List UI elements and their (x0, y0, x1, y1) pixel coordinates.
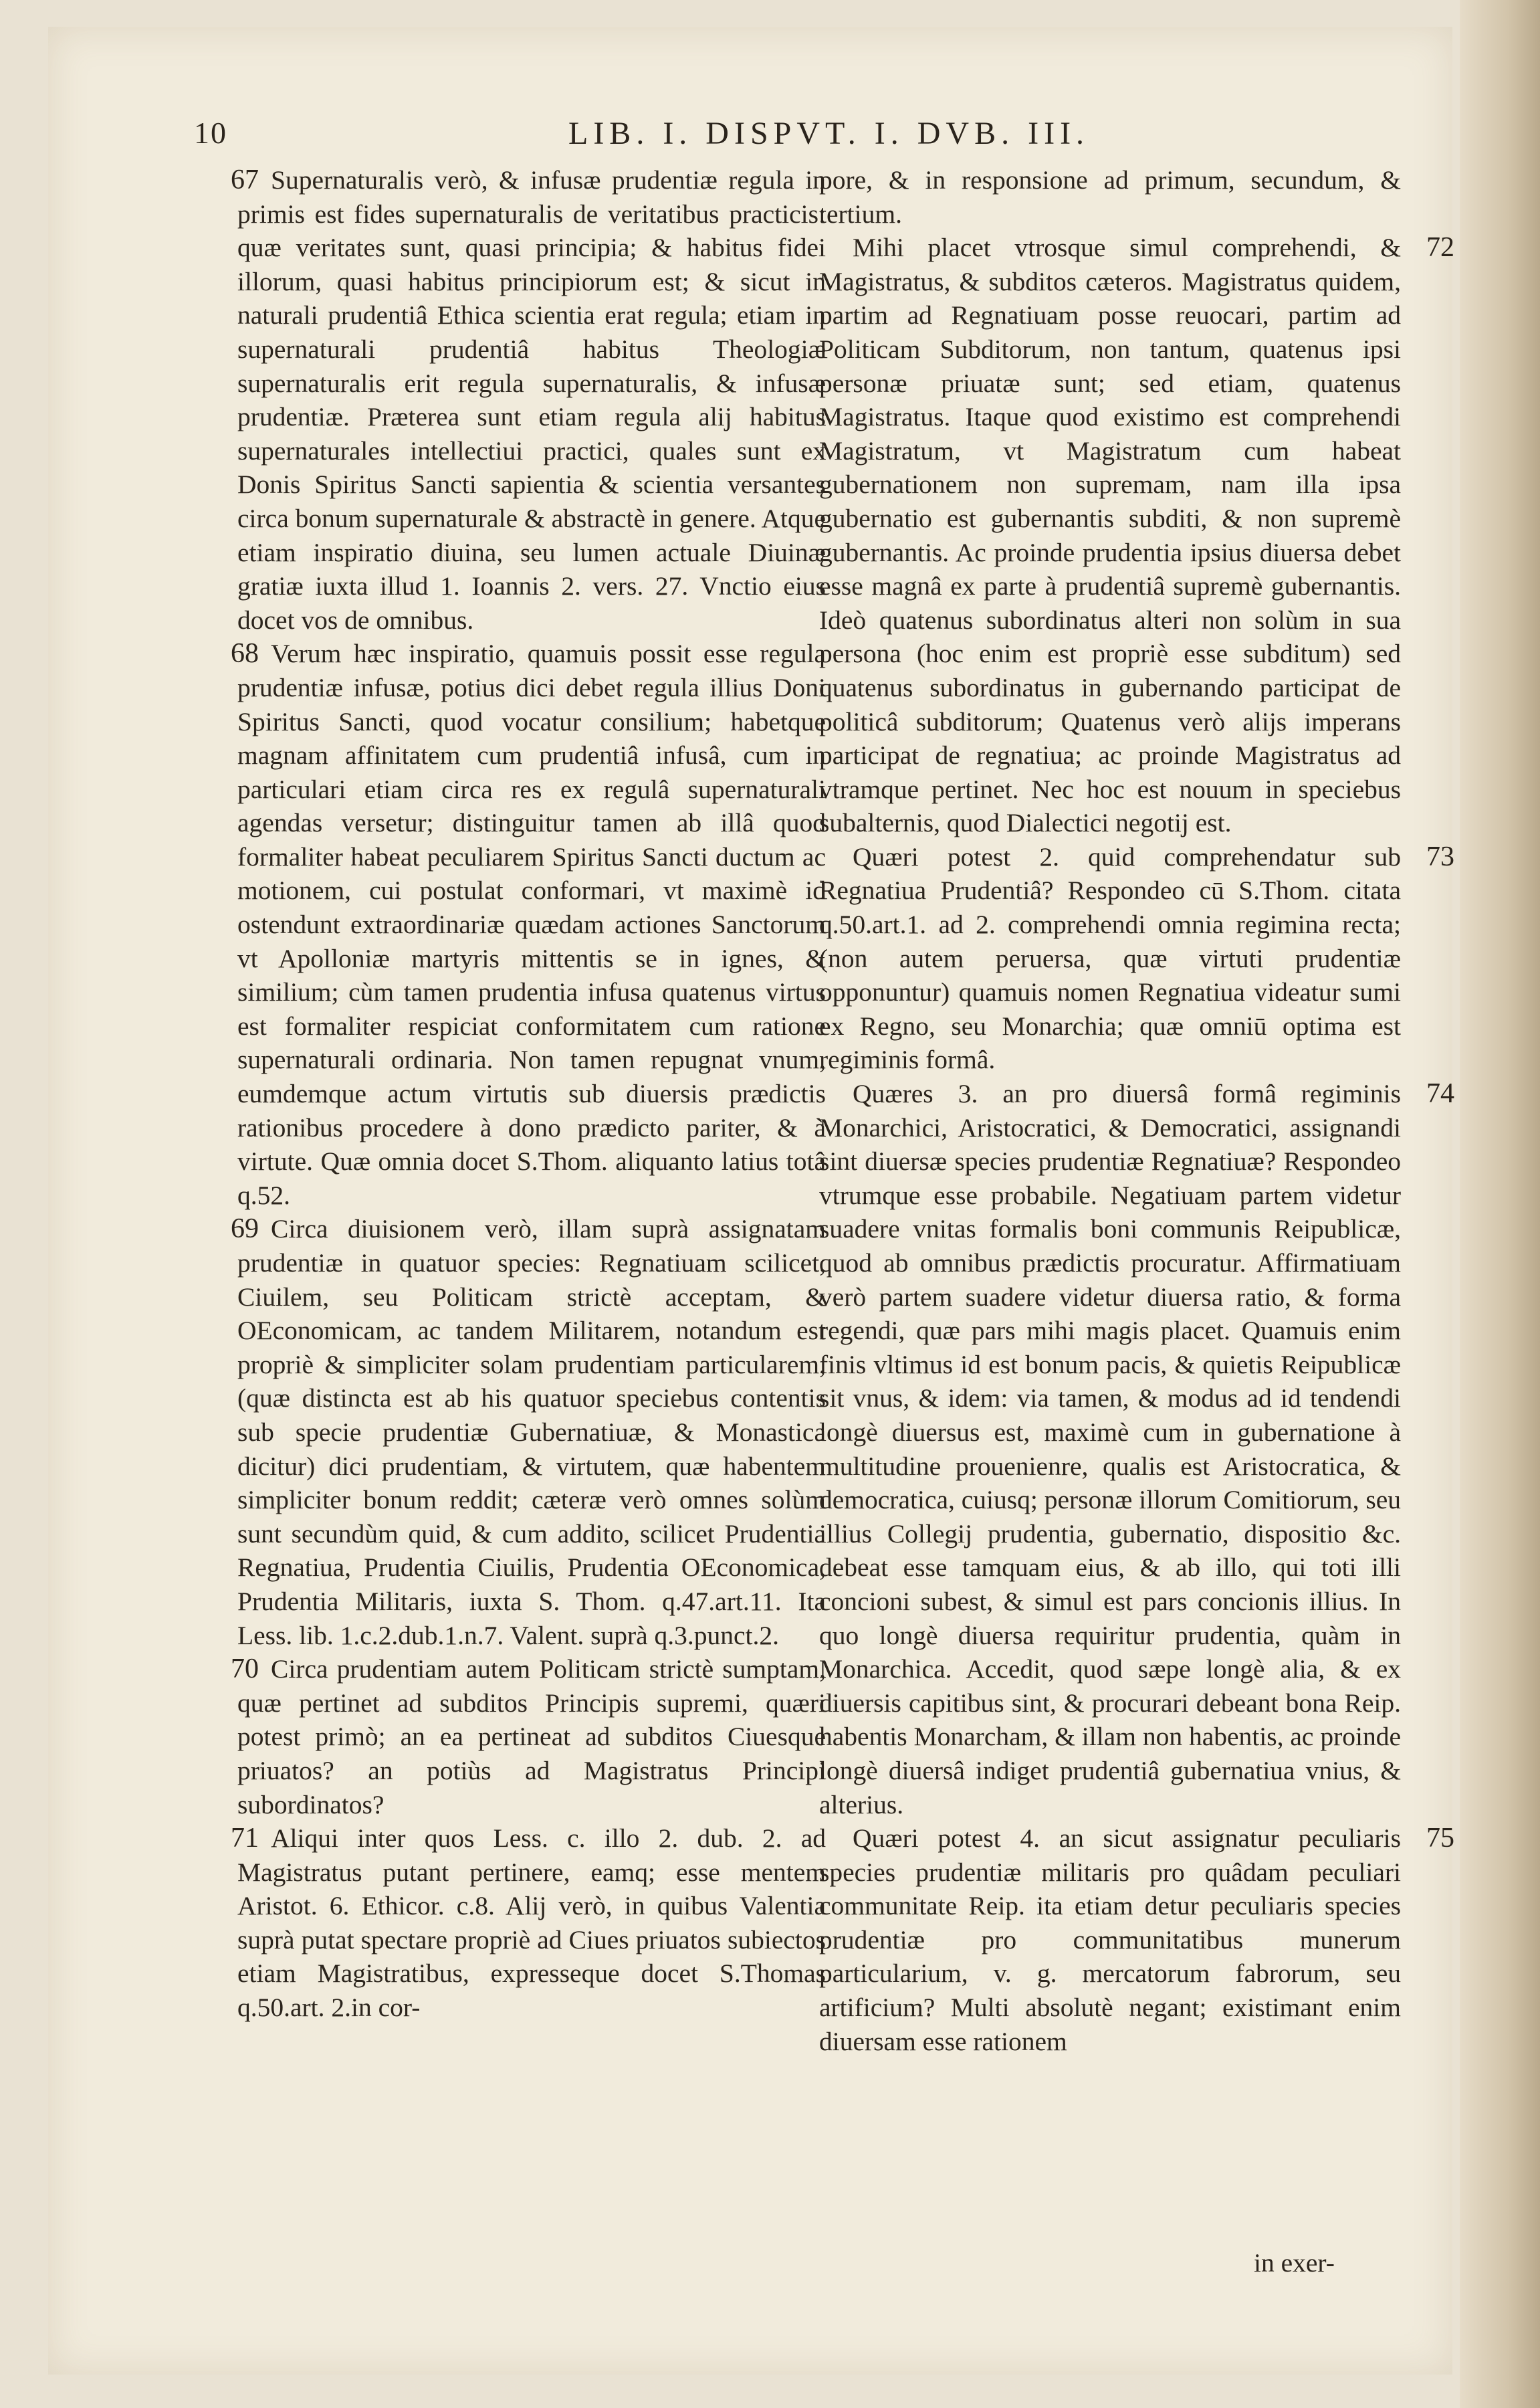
catchword: in exer- (1254, 2248, 1335, 2278)
page-number: 10 (194, 116, 227, 150)
paragraph (231, 1821, 826, 2025)
paragraph (231, 163, 826, 637)
running-head: LIB. I. DISPVT. I. DVB. III. (568, 116, 1090, 151)
paragraph-text: Circa diuisionem verò, illam suprà assignatam prudentiæ in quatuor species: Regnatiuam scilicet, Ciuilem, seu Politicam strictè acceptam, & OEconomicam, ac tandem Militarem, notandum est propriè & simpliciter solam prudentiam particularem, (quæ distincta est ab his quatuor speciebus contentis sub specie prudentiæ Gubernatiuæ, & Monastica dicitur) dici prudentiam, & virtutem, quæ habentem simpliciter bonum reddit; cæteræ verò omnes solùm sunt secundùm quid, & cum addito, scilicet Prudentia Regnatiua, Prudentia Ciuilis, Prudentia OEconomica, Prudentia Militaris, iuxta S. Thom. q.47.art.11. Ita Less. lib. 1.c.2.dub.1.n.7. Valent. suprà q.3.punct.2. (237, 1214, 826, 1650)
paragraph (231, 637, 826, 1212)
paragraph-number: 71 (231, 1823, 259, 1854)
paragraph-text: Quæres 3. an pro diuersâ formâ regiminis Monarchici, Aristocratici, & Democratici, assignandi sint diuersæ species prudentiæ Regnatiuæ? Respondeo vtrumque esse probabile. Negatiuam partem videtur suadere vnitas formalis boni communis Reipublicæ, quod ab omnibus prædictis procuratur. Affirmatiuam verò partem suadere videtur diuersa ratio, & forma regendi, quæ pars mihi magis placet. Quamuis enim finis vltimus id est bonum pacis, & quietis Reipublicæ sit vnus, & idem: via tamen, & modus ad id tendendi longè diuersus est, maximè cum in gubernatione à multitudine prouenienre, qualis est Aristocratica, & democratica, cuiusq; personæ illorum Comitiorum, seu illius Collegij prudentia, gubernatio, dispositio &c. debeat esse tamquam eius, & ab illo, qui toti illi concioni subest, & simul est pars concionis illius. In quo longè diuersa requiritur prudentia, quàm in Monarchica. Accedit, quod sæpe longè alia, & ex diuersis capitibus sint, & procurari debeant bona Reip. habentis Monarcham, & illam non habentis, ac proinde longè diuersâ indiget prudentiâ gubernatiua vnius, & alterius. (819, 1079, 1401, 1819)
paragraph-number: 67 (231, 165, 259, 195)
paragraph-number: 68 (231, 638, 259, 670)
paragraph-text: Mihi placet vtrosque simul comprehendi, & Magistratus, & subditos cæteros. Magistratus quidem, partim ad Regnatiuam posse reuocari, partim ad Politicam Subditorum, non tantum, quatenus ipsi personæ priuatæ sunt; sed etiam, quatenus Magistratus. Itaque quod existimo est comprehendi Magistratum, vt Magistratum cum habeat gubernationem non supremam, nam illa ipsa gubernatio est gubernantis subditi, & non supremè gubernantis. Ac proinde prudentia ipsius diuersa debet esse magnâ ex parte à prudentiâ supremè gubernantis. Ideò quatenus subordinatus alteri non solùm in sua persona (hoc enim est propriè esse subditum) sed quatenus subordinatus in gubernando participat de politicâ subditorum; Quatenus verò alijs imperans participat de regnatiua; ac proinde Magistratus ad vtramque pertinet. Nec hoc est nouum in speciebus subalternis, quod Dialectici negotij est. (819, 233, 1401, 838)
paragraph-text: Quæri potest 2. quid comprehendatur sub Regnatiua Prudentiâ? Respondeo cū S.Thom. citata q.50.art.1. ad 2. comprehendi omnia regimina recta; (non autem peruersa, quæ virtuti prudentiæ opponuntur) quamuis nomen Regnatiua videatur sumi ex Regno, seu Monarchia; quæ omniū optima est regiminis formâ. (819, 841, 1401, 1075)
paragraph-text: pore, & in responsione ad primum, secundum, & tertium. (819, 165, 1401, 229)
page-edge (1460, 0, 1540, 2408)
paragraph-number: 74 (1426, 1078, 1454, 1110)
page-header (194, 115, 1097, 162)
right-column (819, 163, 1454, 2058)
paragraph-number: 75 (1426, 1823, 1454, 1854)
paragraph-text: Quæri potest 4. an sicut assignatur peculiaris species prudentiæ militaris pro quâdam peculiari communitate Reip. ita etiam detur peculiaris species prudentiæ pro communitatibus munerum particularium, v. g. mercatorum fabrorum, seu artificium? Multi absolutè negant; existimant enim diuersam esse rationem (819, 1823, 1401, 2056)
paragraph-text: Aliqui inter quos Less. c. illo 2. dub. 2. ad Magistratus putant pertinere, eamq; esse mentem Aristot. 6. Ethicor. c.8. Alij verò, in quibus Valentia suprà putat spectare propriè ad Ciues priuatos subiectos etiam Magistratibus, expresseque docet S.Thomas q.50.art. 2.in cor- (237, 1823, 826, 2023)
paragraph (819, 1077, 1454, 1821)
paragraph (231, 1212, 826, 1652)
paragraph (819, 231, 1454, 840)
paragraph-text: Supernaturalis verò, & infusæ prudentiæ regula in primis est fides supernaturalis de veritatibus practicis: quæ veritates sunt, quasi principia; & habitus fidei illorum, quasi habitus principiorum est; & sicut in naturali prudentiâ Ethica scientia erat regula; etiam in supernaturali prudentiâ habitus Theologiæ supernaturalis erit regula supernaturalis, & infusæ prudentiæ. Præterea sunt etiam regula alij habitus supernaturales intellectiui practici, quales sunt ex Donis Spiritus Sancti sapientia & scientia versantes circa bonum supernaturale & abstractè in genere. Atque etiam inspiratio diuina, seu lumen actuale Diuinæ gratiæ iuxta illud 1. Ioannis 2. vers. 27. Vnctio eius docet vos de omnibus. (237, 165, 826, 635)
paragraph-number: 73 (1426, 841, 1454, 872)
paragraph (819, 1821, 1454, 2058)
paragraph-text: Circa prudentiam autem Politicam strictè sumptam, quæ pertinet ad subditos Principis supremi, quæri potest primò; an ea pertineat ad subditos Ciuesque priuatos? an potiùs ad Magistratus Principi subordinatos? (237, 1654, 826, 1819)
left-column (231, 163, 826, 2025)
paragraph-text: Verum hæc inspiratio, quamuis possit esse regula prudentiæ infusæ, potius dici debet regula illius Doni Spiritus Sancti, quod vocatur consilium; habetque magnam affinitatem cum prudentiâ infusâ, cum in particulari etiam circa res ex regulâ supernaturali agendas versetur; distinguitur tamen ab illâ quod formaliter habeat peculiarem Spiritus Sancti ductum ac motionem, cui postulat conformari, vt maximè id ostendunt extraordinariæ quædam actiones Sanctorum vt Apolloniæ martyris mittentis se in ignes, & similium; cùm tamen prudentia infusa quatenus virtus est formaliter respiciat conformitatem cum ratione supernaturali ordinaria. Non tamen repugnat vnum, eumdemque actum virtutis sub diuersis prædictis rationibus procedere à dono prædicto pariter, & à virtute. Quæ omnia docet S.Thom. aliquanto latius totâ q.52. (237, 639, 826, 1210)
paragraph (819, 840, 1454, 1077)
paragraph (819, 163, 1401, 231)
paragraph-number: 69 (231, 1213, 259, 1245)
paragraph (231, 1652, 826, 1821)
paragraph-number: 70 (231, 1653, 259, 1685)
paragraph-number: 72 (1426, 232, 1454, 264)
